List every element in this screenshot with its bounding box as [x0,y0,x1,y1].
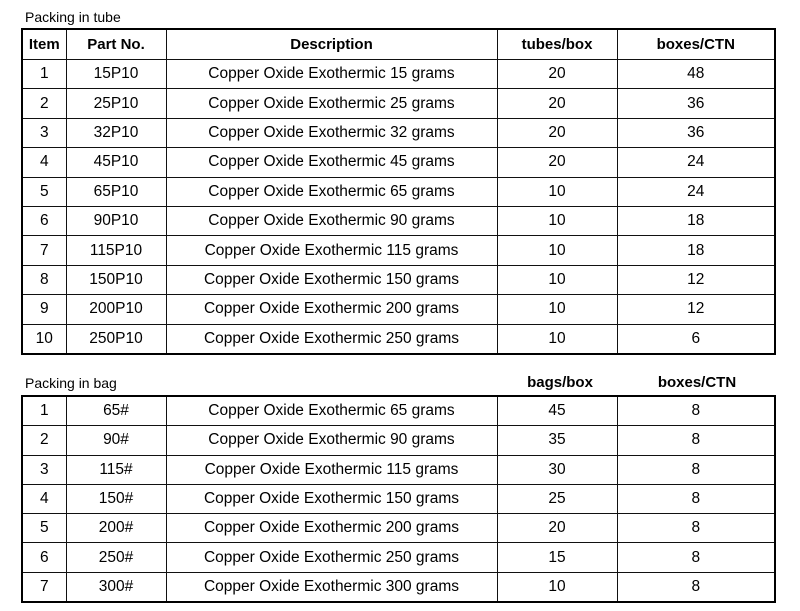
per-box-cell: 15 [497,543,617,572]
table-row [22,484,775,513]
item-cell: 4 [22,148,66,177]
table-row [22,148,775,177]
per-box-cell: 20 [497,89,617,118]
table-row [22,265,775,294]
per-ctn-cell: 18 [617,206,775,235]
per-ctn-cell: 24 [617,148,775,177]
part-no-cell: 15P10 [66,60,166,89]
item-cell: 10 [22,324,66,354]
per-ctn-cell: 8 [617,426,775,455]
table-row [22,324,775,354]
per-box-cell: 45 [497,396,617,426]
per-box-cell: 25 [497,484,617,513]
per-box-cell: 10 [497,265,617,294]
part-no-cell: 300# [66,572,166,602]
per-box-cell: 20 [497,60,617,89]
tube-packing-table [21,28,776,355]
item-cell: 1 [22,60,66,89]
description-cell: Copper Oxide Exothermic 200 grams [166,514,497,543]
per-ctn-cell: 24 [617,177,775,206]
item-cell: 2 [22,89,66,118]
part-no-cell: 90P10 [66,206,166,235]
part-no-cell: 250# [66,543,166,572]
description-cell: Copper Oxide Exothermic 115 grams [166,236,497,265]
per-box-cell: 10 [497,236,617,265]
per-box-cell: 10 [497,324,617,354]
item-cell: 7 [22,236,66,265]
per-box-cell: 20 [497,148,617,177]
description-cell: Copper Oxide Exothermic 15 grams [166,60,497,89]
per-box-cell: 10 [497,572,617,602]
bag-section-caption: Packing in bag [25,375,117,391]
table-row [22,396,775,426]
per-box-cell: 10 [497,177,617,206]
table-row [22,236,775,265]
part-no-cell: 115P10 [66,236,166,265]
description-cell: Copper Oxide Exothermic 65 grams [166,396,497,426]
per-ctn-cell: 36 [617,89,775,118]
per-box-cell: 35 [497,426,617,455]
description-cell: Copper Oxide Exothermic 250 grams [166,543,497,572]
part-no-cell: 115# [66,455,166,484]
item-cell: 8 [22,265,66,294]
item-cell: 7 [22,572,66,602]
description-cell: Copper Oxide Exothermic 25 grams [166,89,497,118]
item-cell: 3 [22,455,66,484]
per-ctn-cell: 8 [617,396,775,426]
description-cell: Copper Oxide Exothermic 45 grams [166,148,497,177]
table-row [22,572,775,602]
item-cell: 4 [22,484,66,513]
description-cell: Copper Oxide Exothermic 90 grams [166,426,497,455]
table-row [22,543,775,572]
table-row [22,206,775,235]
description-cell: Copper Oxide Exothermic 90 grams [166,206,497,235]
item-cell: 5 [22,514,66,543]
table-row [22,455,775,484]
description-cell: Copper Oxide Exothermic 300 grams [166,572,497,602]
table-row [22,295,775,324]
part-no-cell: 250P10 [66,324,166,354]
bag-packing-table [21,395,776,603]
table-row [22,426,775,455]
part-no-cell: 32P10 [66,118,166,147]
item-cell: 5 [22,177,66,206]
per-box-cell: 10 [497,295,617,324]
description-cell: Copper Oxide Exothermic 250 grams [166,324,497,354]
per-ctn-cell: 18 [617,236,775,265]
description-cell: Copper Oxide Exothermic 32 grams [166,118,497,147]
header-description: Description [166,29,497,60]
header-boxes-per-ctn: boxes/CTN [657,374,737,391]
item-cell: 2 [22,426,66,455]
tube-section-caption: Packing in tube [25,9,121,25]
part-no-cell: 25P10 [66,89,166,118]
part-no-cell: 200P10 [66,295,166,324]
header-bags-per-box: bags/box [527,374,593,391]
item-cell: 9 [22,295,66,324]
table-row [22,177,775,206]
description-cell: Copper Oxide Exothermic 65 grams [166,177,497,206]
description-cell: Copper Oxide Exothermic 150 grams [166,265,497,294]
per-ctn-cell: 8 [617,543,775,572]
part-no-cell: 200# [66,514,166,543]
per-box-cell: 20 [497,118,617,147]
part-no-cell: 90# [66,426,166,455]
header-item: Item [22,29,66,60]
per-ctn-cell: 12 [617,265,775,294]
per-box-cell: 20 [497,514,617,543]
table-row [22,514,775,543]
part-no-cell: 150# [66,484,166,513]
per-ctn-cell: 12 [617,295,775,324]
part-no-cell: 150P10 [66,265,166,294]
part-no-cell: 65# [66,396,166,426]
per-ctn-cell: 48 [617,60,775,89]
per-box-cell: 10 [497,206,617,235]
per-ctn-cell: 8 [617,514,775,543]
per-ctn-cell: 6 [617,324,775,354]
table-row [22,60,775,89]
item-cell: 6 [22,543,66,572]
per-ctn-cell: 8 [617,455,775,484]
item-cell: 6 [22,206,66,235]
header-boxes-per-ctn: boxes/CTN [617,29,775,60]
per-ctn-cell: 8 [617,484,775,513]
per-ctn-cell: 8 [617,572,775,602]
description-cell: Copper Oxide Exothermic 200 grams [166,295,497,324]
table-row [22,89,775,118]
part-no-cell: 45P10 [66,148,166,177]
item-cell: 3 [22,118,66,147]
item-cell: 1 [22,396,66,426]
per-box-cell: 30 [497,455,617,484]
part-no-cell: 65P10 [66,177,166,206]
table-header-row [22,29,775,60]
description-cell: Copper Oxide Exothermic 150 grams [166,484,497,513]
table-row [22,118,775,147]
description-cell: Copper Oxide Exothermic 115 grams [166,455,497,484]
header-part-no: Part No. [66,29,166,60]
per-ctn-cell: 36 [617,118,775,147]
header-tubes-per-box: tubes/box [497,29,617,60]
